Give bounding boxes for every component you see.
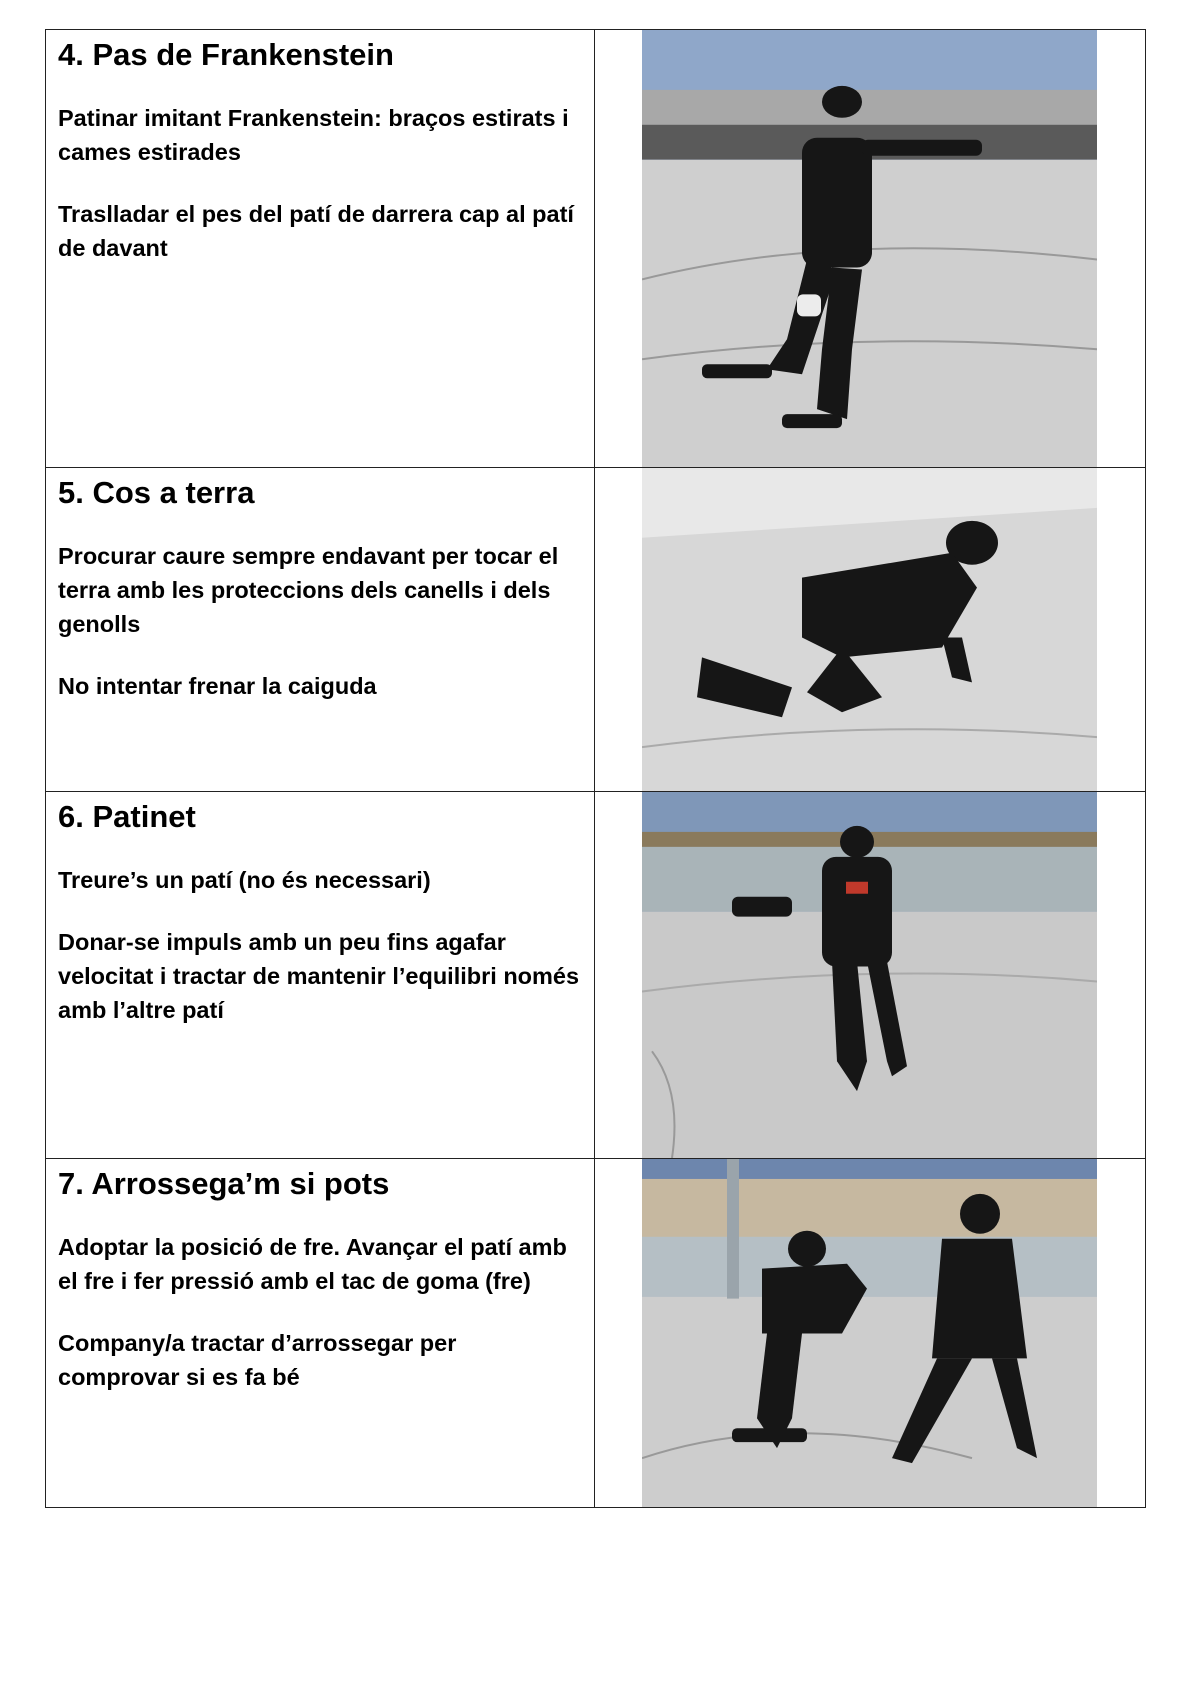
exercise-description: Adoptar la posició de fre. Avançar el patí amb el fre i fer pressió amb el tac de goma (fre) (58, 1233, 567, 1294)
exercise-row (46, 792, 1146, 1159)
exercise-description: Procurar caure sempre endavant per tocar el terra amb les proteccions dels canells i dels genolls (58, 542, 559, 637)
exercise-text-cell (46, 792, 595, 1159)
exercise-description: Donar-se impuls amb un peu fins agafar velocitat i tractar de mantenir l’equilibri només amb l’altre patí (58, 928, 580, 1023)
exercise-description: Treure’s un patí (no és necessari) (58, 866, 431, 893)
exercise-description: No intentar frenar la caiguda (58, 672, 377, 699)
exercise-photo-cell (595, 468, 1146, 792)
exercise-title: 5. Cos a terra (58, 475, 255, 510)
exercise-description: Traslladar el pes del patí de darrera cap al patí de davant (58, 200, 574, 261)
falling-skater-photo (642, 468, 1097, 791)
exercise-table (45, 29, 1146, 1508)
exercise-text-cell (46, 468, 595, 792)
exercise-text-cell (46, 1159, 595, 1508)
exercise-row (46, 1159, 1146, 1508)
exercise-photo-cell (595, 1159, 1146, 1508)
exercise-row (46, 468, 1146, 792)
exercise-description: Company/a tractar d’arrossegar per comprovar si es fa bé (58, 1329, 457, 1390)
exercise-text-cell (46, 30, 595, 468)
frankenstein-skater-photo (642, 30, 1097, 467)
exercise-title: 4. Pas de Frankenstein (58, 37, 394, 72)
drag-partner-photo (642, 1159, 1097, 1507)
scooter-skater-photo (642, 792, 1097, 1158)
exercise-photo-cell (595, 30, 1146, 468)
exercise-title: 7. Arrossega’m si pots (58, 1166, 390, 1201)
exercise-title: 6. Patinet (58, 799, 196, 834)
exercise-photo-cell (595, 792, 1146, 1159)
exercise-description: Patinar imitant Frankenstein: braços estirats i cames estirades (58, 104, 569, 165)
exercise-row (46, 30, 1146, 468)
